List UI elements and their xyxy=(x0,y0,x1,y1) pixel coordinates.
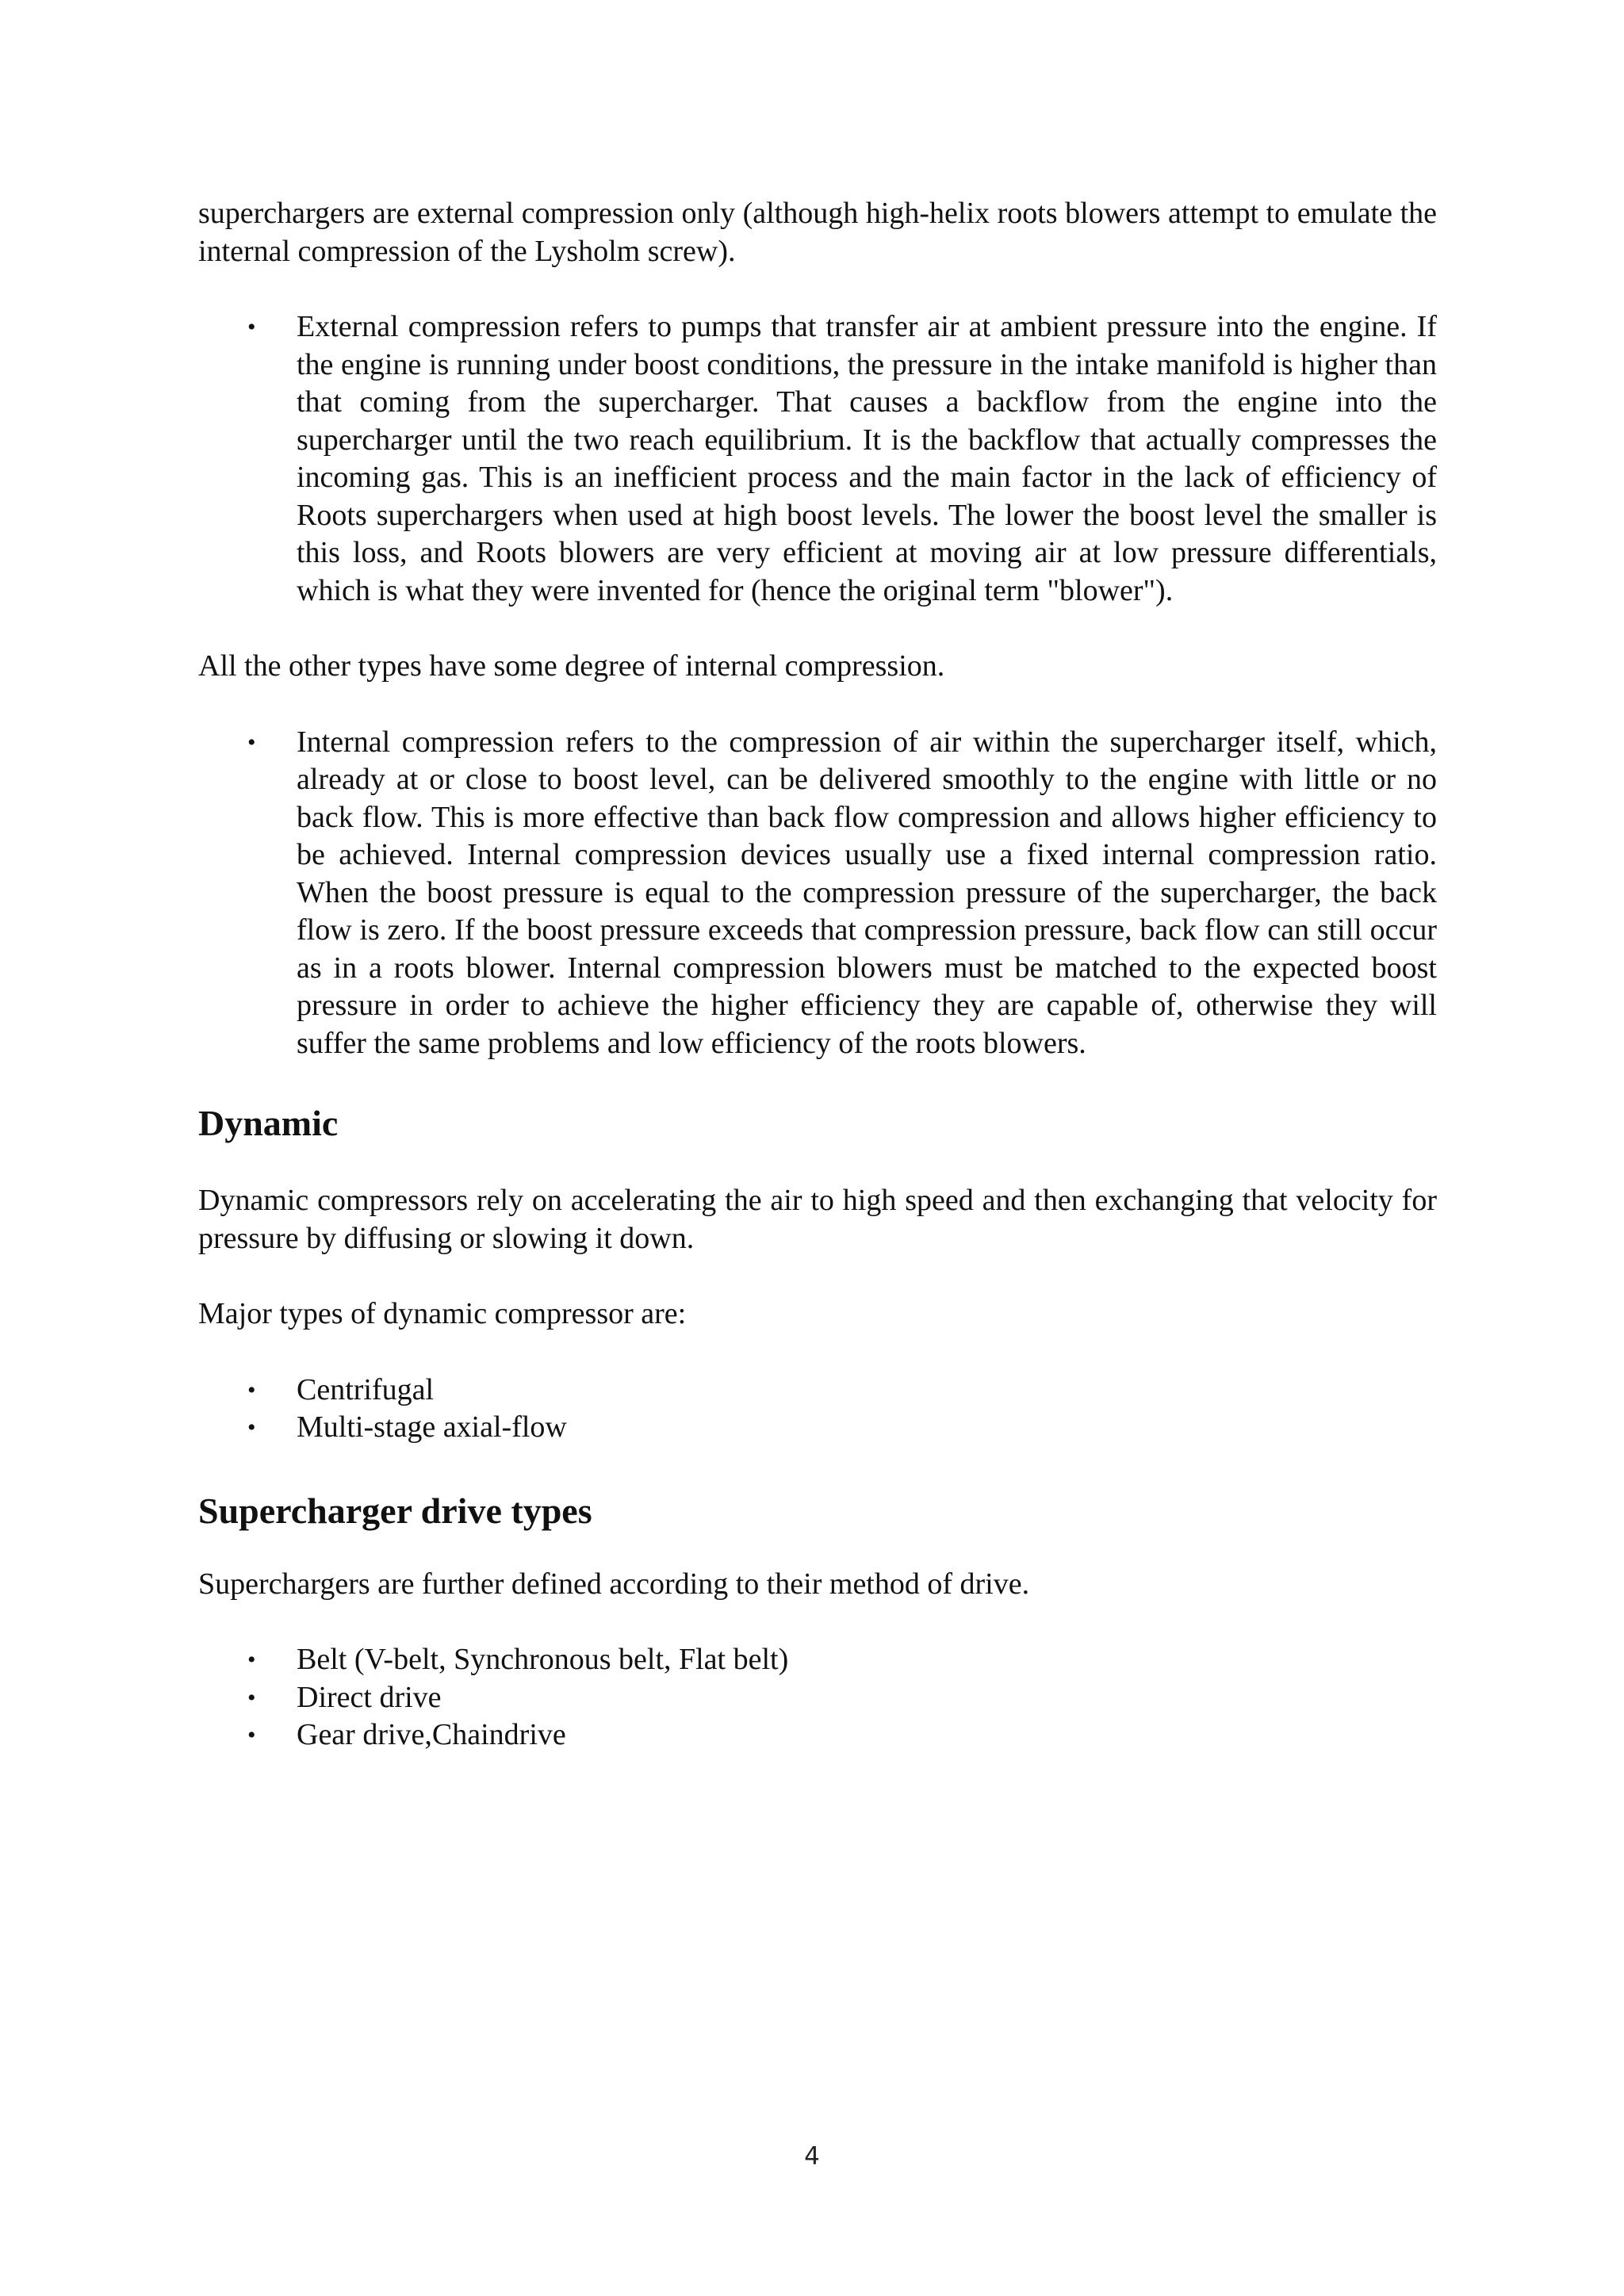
page-content xyxy=(198,195,1437,1755)
bullet-icon: • xyxy=(247,729,256,756)
list-item xyxy=(198,308,1437,610)
bullet-icon: • xyxy=(247,1376,256,1403)
list-item xyxy=(198,1679,1437,1717)
bullet-icon: • xyxy=(247,1684,256,1711)
dynamic-types-intro: Major types of dynamic compressor are: xyxy=(198,1297,687,1330)
list-item-text: Centrifugal xyxy=(297,1372,435,1406)
list-item-text: Internal compression refers to the compression of air within the supercharger itself, which, already at or close to boost level, can be delivered smoothly to the engine with little or no back flow. This is more effective than back flow compression and allows higher efficiency to be achieved. Internal compression devices usually use a fixed internal compression ratio. When the boost pressure is equal to the compression pressure of the supercharger, the back flow is zero. If the boost pressure exceeds that compression pressure, back flow can still occur as in a roots blower. Internal compression blowers must be matched to the expected boost pressure in order to achieve the higher efficiency they are capable of, otherwise they will suffer the same problems and low efficiency of the roots blowers. xyxy=(297,725,1437,1060)
drive-types-list xyxy=(198,1641,1437,1755)
list-item xyxy=(198,1409,1437,1447)
intro-paragraph: superchargers are external compression only (although high-helix roots blowers attempt to emulate the internal compression of the Lysholm screw). xyxy=(198,197,1437,268)
bullet-icon: • xyxy=(247,1722,256,1748)
bullet-icon: • xyxy=(247,314,256,340)
list-item-text: Belt (V-belt, Synchronous belt, Flat belt) xyxy=(297,1643,789,1676)
internal-compression-list xyxy=(198,724,1437,1063)
dynamic-description: Dynamic compressors rely on accelerating the air to high speed and then exchanging that velocity for pressure by diffusing or slowing it down. xyxy=(198,1184,1437,1255)
list-item-text: External compression refers to pumps that transfer air at ambient pressure into the engine. If the engine is running under boost conditions, the pressure in the intake manifold is higher than that coming from the supercharger. That causes a backflow from the engine into the supercharger until the two reach equilibrium. It is the backflow that actually compresses the incoming gas. This is an inefficient process and the main factor in the lack of efficiency of Roots superchargers when used at high boost levels. The lower the boost level the smaller is this loss, and Roots blowers are very efficient at moving air at low pressure differentials, which is what they were invented for (hence the original term "blower"). xyxy=(297,310,1437,607)
list-item-text: Multi-stage axial-flow xyxy=(297,1410,567,1444)
dynamic-heading: Dynamic xyxy=(198,1103,339,1143)
list-item xyxy=(198,1641,1437,1679)
other-types-paragraph: All the other types have some degree of internal compression. xyxy=(198,649,945,683)
drive-types-heading: Supercharger drive types xyxy=(198,1490,592,1531)
external-compression-list xyxy=(198,308,1437,610)
list-item-text: Direct drive xyxy=(297,1680,442,1714)
list-item-text: Gear drive,Chaindrive xyxy=(297,1718,566,1751)
list-item xyxy=(198,1372,1437,1410)
page-number: 4 xyxy=(804,2142,820,2171)
list-item xyxy=(198,724,1437,1063)
dynamic-types-list xyxy=(198,1372,1437,1447)
drive-types-description: Superchargers are further defined according to their method of drive. xyxy=(198,1567,1030,1601)
bullet-icon: • xyxy=(247,1414,256,1441)
list-item xyxy=(198,1716,1437,1755)
bullet-icon: • xyxy=(247,1647,256,1673)
